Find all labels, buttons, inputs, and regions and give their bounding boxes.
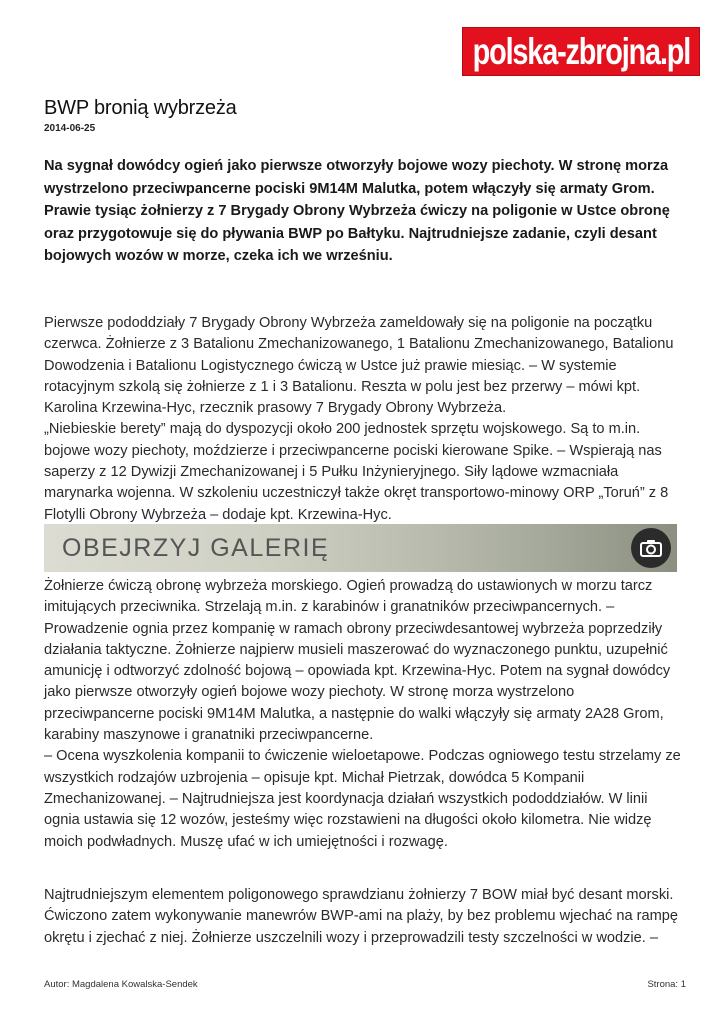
article-title: BWP bronią wybrzeża	[44, 97, 237, 119]
gallery-banner[interactable]	[44, 524, 677, 572]
logo-text: polska-zbrojna.pl	[472, 30, 690, 72]
site-logo[interactable]	[462, 27, 700, 76]
camera-icon[interactable]	[631, 528, 671, 568]
article-paragraph: Pierwsze pododdziały 7 Brygady Obrony Wybrzeża zameldowały się na poligonie na początku czerwca. Żołnierze z 3 Batalionu Zmechanizowanego, 1 Batalionu Zmechanizowanego, Batalionu Dowodzenia i Batalionu Logistycznego ćwiczą w Ustce już prawie miesiąc. – W systemie rotacyjnym szkolą się żołnierze z 1 i 3 Batalionu. Reszta w polu jest bez przerwy – mówi kpt. Karolina Krzewina-Hyc, rzecznik prasowy 7 Brygady Obrony Wybrzeża. „Niebieskie berety” mają do dyspozycji około 200 jednostek sprzętu wojskowego. Są to m.in. bojowe wozy piechoty, moździerze i przeciwpancerne pociski kierowane Spike. – Wspierają nas saperzy z 12 Dywizji Zmechanizowanej i 5 Pułku Inżynieryjnego. Siły lądowe wzmacniała marynarka wojenna. W szkoleniu uczestniczył także okręt transportowo-minowy ORP „Toruń” z 8 Flotylli Obrony Wybrzeża – dodaje kpt. Krzewina-Hyc.	[44, 315, 674, 523]
footer-author: Autor: Magdalena Kowalska-Sendek	[44, 979, 198, 990]
article-paragraph: Żołnierze ćwiczą obronę wybrzeża morskiego. Ogień prowadzą do ustawionych w morzu tarcz imitujących przeciwnika. Strzelają m.in. z karabinów i granatników przeciwpancernych. – Prowadzenie ognia przez kompanię w ramach obrony przeciwdesantowej wybrzeża poprzedziły działania taktyczne. Żołnierze najpierw musieli maszerować do wyznaczonego punktu, uzupełnić amunicję i odtworzyć zdolność bojową – opowiada kpt. Krzewina-Hyc. Potem na sygnał dowódcy jako pierwsze otworzyły ogień bojowe wozy piechoty. W stronę morza wystrzelono przeciwpancerne pociski 9M14M Malutka, a następnie do walki włączyły się armaty 2A28 Grom, karabiny maszynowe i granatniki przeciwpancerne. – Ocena wyszkolenia kompanii to ćwiczenie wieloetapowe. Podczas ogniowego testu strzelamy ze wszystkich rodzajów uzbrojenia – opisuje kpt. Michał Pietrzak, dowódca 5 Kompanii Zmechanizowanej. – Najtrudniejsza jest koordynacja działań wszystkich pododdziałów. W linii ognia ustawia się 12 wozów, jesteśmy więc rozstawieni na długości około kilometra. Nie widzę moich podwładnych. Muszę ufać w ich umiejętności i rozwagę.	[44, 578, 681, 850]
gallery-label: OBEJRZYJ GALERIĘ	[62, 533, 330, 562]
article-date: 2014-06-25	[44, 123, 96, 134]
article-lead: Na sygnał dowódcy ogień jako pierwsze otworzyły bojowe wozy piechoty. W stronę morza wystrzelono przeciwpancerne pociski 9M14M Malutka, potem włączyły się armaty Grom. Prawie tysiąc żołnierzy z 7 Brygady Obrony Wybrzeża ćwiczy na poligonie w Ustce obronę oraz przygotowuje się do pływania BWP po Bałtyku. Najtrudniejsze zadanie, czyli desant bojowych wozów w morze, czeka ich we wrześniu.	[44, 158, 670, 264]
footer-page-number: Strona: 1	[647, 979, 686, 990]
camera-icon-glyph	[640, 539, 662, 557]
article-paragraph: Najtrudniejszym elementem poligonowego sprawdzianu żołnierzy 7 BOW miał być desant morski. Ćwiczono zatem wykonywanie manewrów BWP-ami na plaży, by bez problemu wjechać na rampę okrętu i zjechać z niej. Żołnierze uszczelnili wozy i przeprowadzili testy szczelności w wodzie. –	[44, 887, 679, 946]
